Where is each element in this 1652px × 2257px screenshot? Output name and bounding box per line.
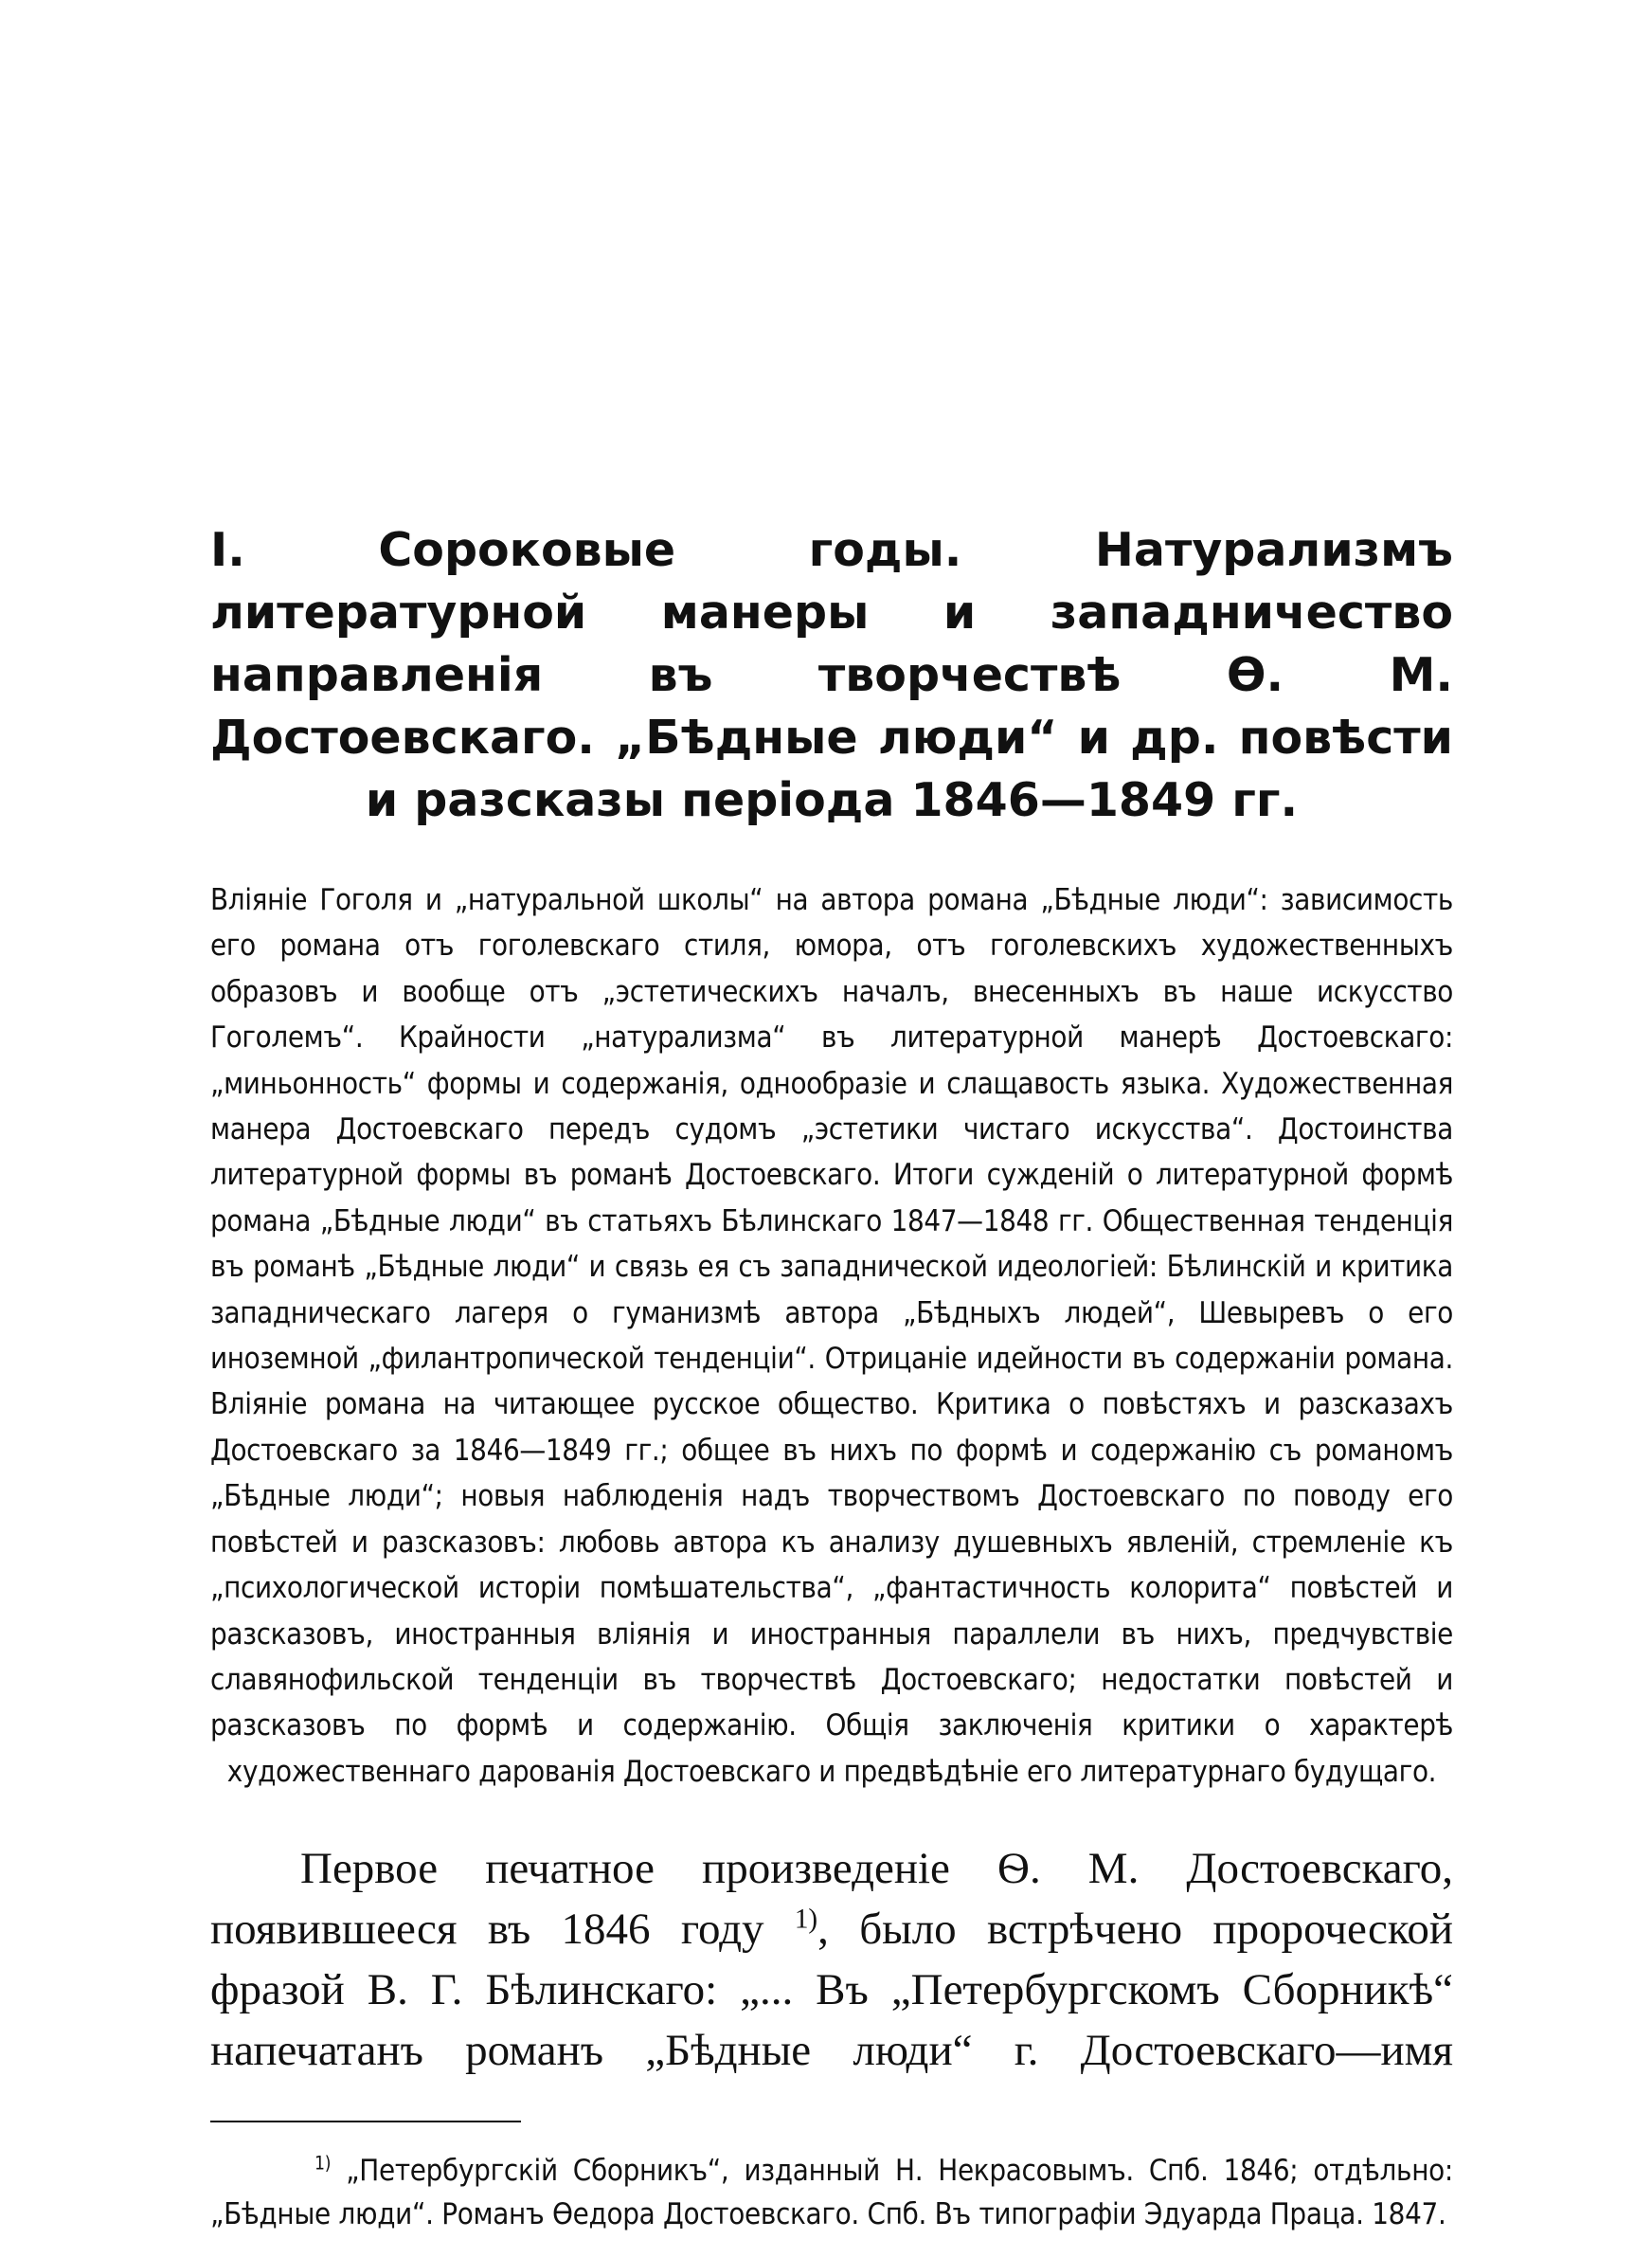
- body-paragraph: [210, 1838, 1453, 2081]
- footnote-text: „Петербургскій Сборникъ“, изданный Н. Некрасовымъ. Спб. 1846; отдѣльно: „Бѣдные люди“. Романъ Ѳедора Достоевскаго. Спб. Въ типографіи Эдуарда Праца. 1847.: [210, 2154, 1453, 2232]
- body-text-start: Первое печатное произведеніе Ѳ. М. Достоевскаго, появившееся въ 1846 году: [210, 1844, 1453, 1955]
- footnote: [210, 2149, 1453, 2236]
- body-text-continuation: , было встрѣчено пророческой фразой В. Г. Бѣлинскаго: „... Въ „Петербургскомъ Сборникѣ“ напечатанъ романъ „Бѣдные люди“ г. Достоевскаго—имя: [210, 1905, 1453, 2076]
- chapter-title: I. Сороковые годы. Натурализмъ литературной манеры и западничество направленія въ творчествѣ Ѳ. М. Достоевскаго. „Бѣдные люди“ и др. повѣсти и разсказы періода 1846—1849 гг.: [210, 523, 1453, 827]
- footnote-mark: 1): [314, 2152, 332, 2175]
- footnote-reference: 1): [794, 1904, 818, 1935]
- chapter-summary: Вліяніе Гоголя и „натуральной школы“ на автора романа „Бѣдные люди“: зависимость его романа отъ гоголевскаго стиля, юмора, отъ гоголевскихъ художественныхъ образовъ и вообще отъ „эстетическихъ началъ, внесенныхъ въ наше искусство Гоголемъ“. Крайности „натурализма“ въ литературной манерѣ Достоевскаго: „миньонность“ формы и содержанія, однообразіе и слащавость языка. Художественная манера Достоевскаго передъ судомъ „эстетики чистаго искусства“. Достоинства литературной формы въ романѣ Достоевскаго. Итоги сужденій о литературной формѣ романа „Бѣдные люди“ въ статьяхъ Бѣлинскаго 1847—1848 гг. Общественная тенденція въ романѣ „Бѣдные люди“ и связь ея съ западнической идеологіей: Бѣлинскій и критика западническаго лагеря о гуманизмѣ автора „Бѣдныхъ людей“, Шевыревъ о его иноземной „филантропической тенденціи“. Отрицаніе идейности въ содержаніи романа. Вліяніе романа на читающее русское общество. Критика о повѣстяхъ и разсказахъ Достоевскаго за 1846—1849 гг.; общее въ нихъ по формѣ и содержанію съ романомъ „Бѣдные люди“; новыя наблюденія надъ творчествомъ Достоевскаго по поводу его повѣстей и разсказовъ: любовь автора къ анализу душевныхъ явленій, стремленіе къ „психологической исторіи помѣшательства“, „фантастичность колорита“ повѣстей и разсказовъ, иностранныя вліянія и иностранныя параллели въ нихъ, предчувствіе славянофильской тенденціи въ творчествѣ Достоевскаго; недостатки повѣстей и разсказовъ по формѣ и содержанію. Общія заключенія критики о характерѣ художественнаго дарованія Достоевскаго и предвѣдѣніе его литературнаго будущаго.: [210, 883, 1453, 1789]
- footnote-divider: [210, 2121, 521, 2122]
- book-page: [210, 519, 1453, 2236]
